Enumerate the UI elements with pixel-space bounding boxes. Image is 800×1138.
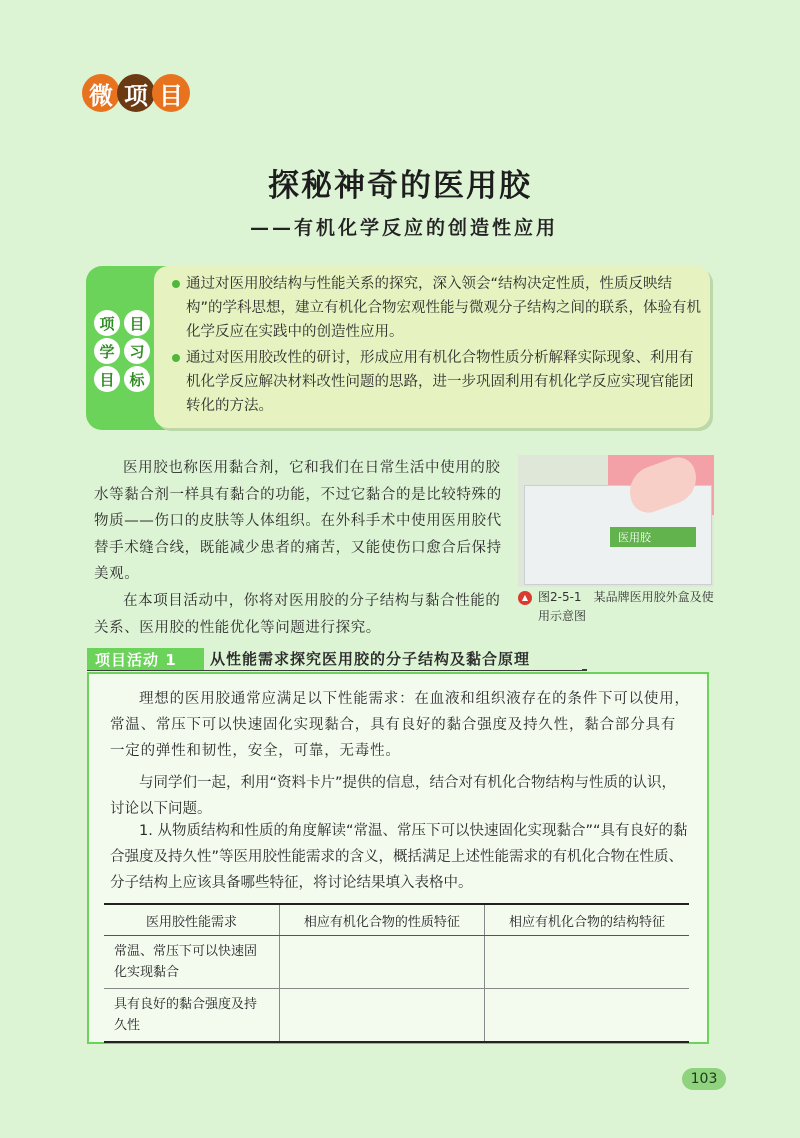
figure-caption: 图2-5-1 某品牌医用胶外盒及使用示意图 [538, 590, 714, 623]
objective-item [186, 346, 702, 418]
activity-tag: 项目活动 1 [87, 648, 235, 670]
bullet-icon [172, 280, 180, 288]
tab-char: 学 [94, 338, 120, 364]
activity-paragraph: 与同学们一起，利用“资料卡片”提供的信息，结合对有机化合物结构与性质的认识，讨论以下问题。 [110, 775, 677, 817]
tab-char: 习 [124, 338, 150, 364]
answer-table [104, 903, 689, 1043]
objective-text: 通过对医用胶改性的研讨，形成应用有机化合物性质分析解释实际现象、利用有机化学反应解决材料改性问题的思路，进一步巩固利用有机化学反应实现官能团转化的方法。 [186, 350, 694, 414]
objective-item [186, 272, 702, 344]
tab-char: 项 [94, 310, 120, 336]
activity-question: 1. 从物质结构和性质的角度解读“常温、常压下可以快速固化实现黏合”“具有良好的黏合强度及持久性”等医用胶性能需求的含义，概括满足上述性能需求的有机化合物在性质、分子结构上应该具备哪些特征，将讨论结果填入表格中。 [110, 823, 688, 891]
intro-paragraph: 在本项目活动中，你将对医用胶的分子结构与黏合性能的关系、医用胶的性能优化等问题进行探究。 [94, 593, 501, 636]
page-subtitle: ——有机化学反应的创造性应用 [250, 217, 559, 239]
tab-char: 标 [124, 366, 150, 392]
badge-char-2: 项 [117, 74, 155, 112]
activity-paragraph: 理想的医用胶通常应满足以下性能需求：在血液和组织液存在的条件下可以使用，常温、常压下可以快速固化实现黏合，具有良好的黏合强度及持久性，黏合部分具有一定的弹性和韧性，安全，可靠，无毒性。 [110, 691, 690, 759]
table-cell-blank[interactable] [484, 989, 689, 1043]
product-photo [518, 455, 714, 587]
table-header: 医用胶性能需求 [104, 904, 279, 936]
table-row [104, 989, 689, 1043]
page-title: 探秘神奇的医用胶 [268, 168, 532, 204]
activity-title: 从性能需求探究医用胶的分子结构及黏合原理 [204, 648, 582, 670]
tab-char: 目 [94, 366, 120, 392]
tab-char: 目 [124, 310, 150, 336]
objective-text: 通过对医用胶结构与性能关系的探究，深入领会“结构决定性质，性质反映结构”的学科思想，建立有机化合物宏观性能与微观分子结构之间的联系，体验有机化学反应在实践中的创造性应用。 [186, 276, 702, 340]
table-cell-blank[interactable] [279, 989, 484, 1043]
table-header: 相应有机化合物的性质特征 [279, 904, 484, 936]
table-header: 相应有机化合物的结构特征 [484, 904, 689, 936]
badge-char-1: 微 [82, 74, 120, 112]
intro-paragraph: 医用胶也称医用黏合剂，它和我们在日常生活中使用的胶水等黏合剂一样具有黏合的功能，不过它黏合的是比较特殊的物质——伤口的皮肤等人体组织。在外科手术中使用医用胶代替手术缝合线，既能减少患者的痛苦，又能使伤口愈合后保持美观。 [94, 460, 502, 582]
page-number: 103 [682, 1068, 726, 1090]
table-header-row [104, 904, 689, 936]
photo-product-label: 医用胶 [610, 527, 696, 547]
bullet-icon [172, 354, 180, 362]
table-cell: 具有良好的黏合强度及持久性 [104, 989, 279, 1043]
section-badge [82, 74, 187, 112]
table-cell-blank[interactable] [484, 936, 689, 989]
table-cell: 常温、常压下可以快速固化实现黏合 [104, 936, 279, 989]
badge-char-3: 目 [152, 74, 190, 112]
table-row [104, 936, 689, 989]
table-cell-blank[interactable] [279, 936, 484, 989]
figure-marker-icon: ▲ [518, 591, 532, 605]
